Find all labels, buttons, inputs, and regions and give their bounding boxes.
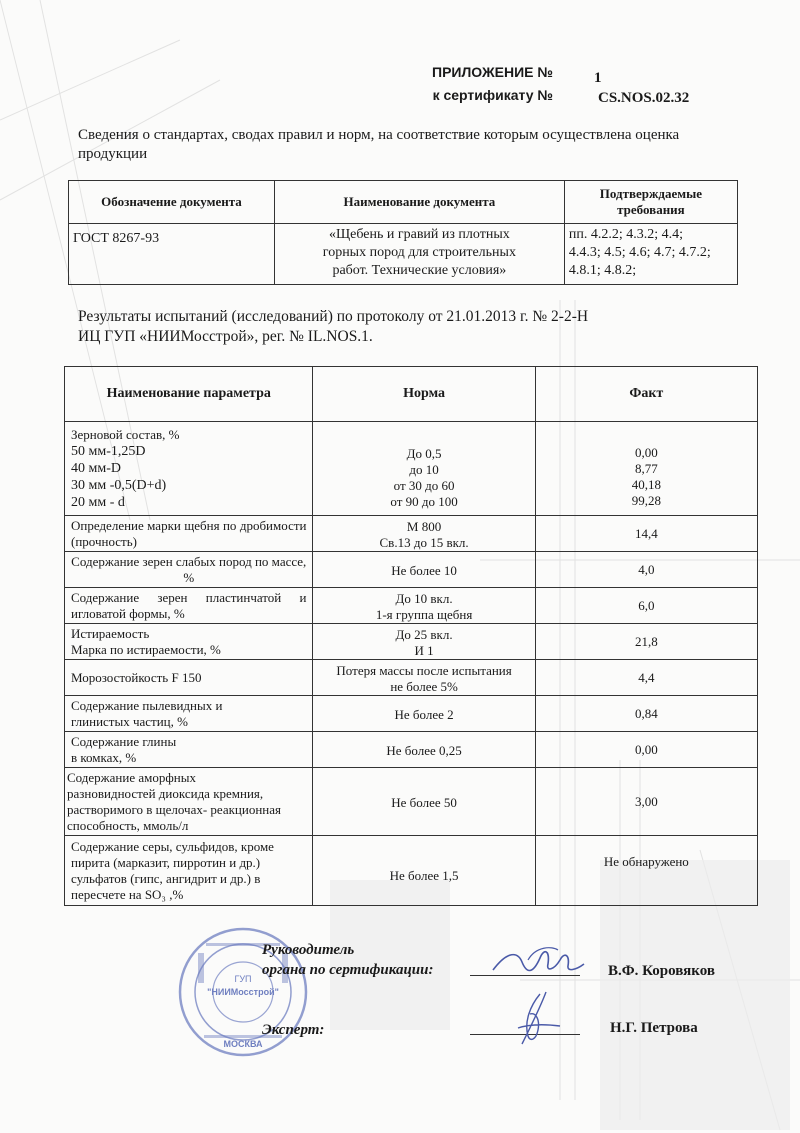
param-line: Содержание серы, сульфидов, кроме bbox=[71, 838, 274, 854]
param-line: глинистых частиц, % bbox=[71, 713, 188, 729]
intro-text bbox=[78, 126, 768, 164]
fact-line: 0,00 bbox=[634, 444, 658, 460]
fact-weak-rocks: 4,0 bbox=[535, 552, 757, 588]
norm-sulfur: Не более 1,5 bbox=[313, 836, 535, 906]
fact-silica: 3,00 bbox=[535, 768, 757, 836]
fact-clay: 0,00 bbox=[535, 732, 757, 768]
table-row bbox=[65, 768, 758, 836]
param-dust bbox=[65, 696, 313, 732]
param-silica bbox=[65, 768, 313, 836]
param-line: пересчете на SO₃ ,% bbox=[71, 886, 184, 902]
certificate-label: к сертификату № bbox=[432, 87, 553, 103]
norm-line: М 800 bbox=[406, 518, 442, 534]
stamp-gup-text: ГУП bbox=[234, 974, 252, 984]
table-row bbox=[65, 422, 758, 516]
doc-name-line: горных пород для строительных bbox=[322, 245, 516, 260]
doc-name-line: «Щебень и гравий из плотных bbox=[329, 227, 510, 242]
doc-requirements bbox=[564, 224, 737, 285]
param-line: Истираемость bbox=[71, 625, 150, 641]
head-role-line: органа по сертификации: bbox=[262, 962, 434, 978]
param-line: пирита (марказит, пирротин и др.) bbox=[71, 854, 261, 870]
norm-line: не более 5% bbox=[390, 678, 458, 694]
table-row bbox=[65, 516, 758, 552]
table-row bbox=[65, 588, 758, 624]
stamp-center-text: "НИИМосстрой" bbox=[207, 987, 279, 997]
norm-frost bbox=[313, 660, 535, 696]
param-sulfur bbox=[65, 836, 313, 906]
param-line: сульфатов (гипс, ангидрит и др.) в bbox=[71, 870, 261, 886]
head-role bbox=[262, 940, 433, 980]
fact-crushability: 14,4 bbox=[535, 516, 757, 552]
table-row bbox=[69, 224, 738, 285]
table-row bbox=[65, 552, 758, 588]
fact-dust: 0,84 bbox=[535, 696, 757, 732]
norm-crushability bbox=[313, 516, 535, 552]
fact-line: 99,28 bbox=[631, 492, 661, 508]
norm-weak-rocks: Не более 10 bbox=[313, 552, 535, 588]
param-clay bbox=[65, 732, 313, 768]
param-line: растворимого в щелочах- реакционная bbox=[67, 801, 282, 817]
fact-line: 8,77 bbox=[634, 460, 658, 476]
col-header-parameter: Наименование параметра bbox=[65, 367, 313, 422]
norm-silica: Не более 50 bbox=[313, 768, 535, 836]
col-header-requirements: Подтверждаемые требования bbox=[564, 181, 737, 224]
col-header-doc-code: Обозначение документа bbox=[69, 181, 275, 224]
param-line: 30 мм -0,5(D+d) bbox=[71, 478, 167, 493]
norm-line: Св.13 до 15 вкл. bbox=[379, 534, 469, 550]
fact-line: 40,18 bbox=[631, 476, 661, 492]
test-results-text bbox=[78, 307, 588, 347]
norm-line: 1-я группа щебня bbox=[375, 606, 473, 622]
doc-code: ГОСТ 8267-93 bbox=[69, 224, 275, 285]
fact-sulfur: Не обнаружено bbox=[535, 836, 757, 906]
norm-line: До 10 вкл. bbox=[395, 590, 453, 606]
norm-line: И 1 bbox=[414, 642, 434, 658]
doc-name-line: работ. Технические условия» bbox=[332, 263, 507, 278]
norm-line: от 30 до 60 bbox=[393, 477, 455, 493]
req-line: 4.8.1; 4.8.2; bbox=[568, 263, 637, 278]
expert-name: Н.Г. Петрова bbox=[610, 1020, 698, 1036]
norm-abrasion bbox=[313, 624, 535, 660]
req-line: пп. 4.2.2; 4.3.2; 4.4; bbox=[568, 227, 683, 242]
appendix-label: ПРИЛОЖЕНИЕ № bbox=[432, 64, 553, 80]
param-line: 40 мм-D bbox=[71, 461, 121, 476]
param-line: разновидностей диоксида кремния, bbox=[67, 785, 264, 801]
param-abrasion bbox=[65, 624, 313, 660]
parameters-table bbox=[64, 366, 758, 906]
param-frost: Морозостойкость F 150 bbox=[65, 660, 313, 696]
param-line: Содержание пылевидных и bbox=[71, 697, 223, 713]
results-line: Результаты испытаний (исследований) по протоколу от 21.01.2013 г. № 2-2-Н bbox=[78, 308, 589, 325]
norm-line: До 0,5 bbox=[406, 445, 442, 461]
param-grain bbox=[65, 422, 313, 516]
col-header-doc-name: Наименование документа bbox=[274, 181, 564, 224]
param-line: 50 мм-1,25D bbox=[71, 444, 146, 459]
norm-grain bbox=[313, 422, 535, 516]
param-line: Содержание аморфных bbox=[67, 769, 196, 785]
table-row bbox=[65, 696, 758, 732]
param-line: 20 мм - d bbox=[71, 495, 125, 510]
fact-abrasion: 21,8 bbox=[535, 624, 757, 660]
fact-frost: 4,4 bbox=[535, 660, 757, 696]
param-flaky-grains: Содержание зерен пластинчатой и игловатой формы, % bbox=[65, 588, 313, 624]
col-header-norm: Норма bbox=[313, 367, 535, 422]
param-line: Содержание глины bbox=[71, 733, 177, 749]
head-role-line: Руководитель bbox=[262, 942, 355, 958]
table-row bbox=[65, 660, 758, 696]
certificate-number: CS.NOS.02.32 bbox=[598, 90, 690, 106]
param-line: Марка по истираемости, % bbox=[71, 641, 221, 657]
norm-dust: Не более 2 bbox=[313, 696, 535, 732]
doc-name bbox=[274, 224, 564, 285]
norm-line: До 25 вкл. bbox=[395, 626, 453, 642]
param-line: способность, ммоль/л bbox=[67, 817, 189, 833]
intro-line: Сведения о стандартах, сводах правил и норм, на соответствие которым осуществлена оценка bbox=[78, 127, 680, 143]
fact-flaky-grains: 6,0 bbox=[535, 588, 757, 624]
param-line: Зерновой состав, % bbox=[71, 427, 180, 442]
norm-flaky-grains bbox=[313, 588, 535, 624]
table-row bbox=[65, 732, 758, 768]
expert-role: Эксперт: bbox=[262, 1022, 325, 1038]
table-row bbox=[65, 836, 758, 906]
req-line: 4.4.3; 4.5; 4.6; 4.7; 4.7.2; bbox=[568, 245, 711, 260]
norm-line: Потеря массы после испытания bbox=[336, 662, 512, 678]
param-line: в комках, % bbox=[71, 749, 137, 765]
table-row bbox=[65, 624, 758, 660]
col-header-fact: Факт bbox=[535, 367, 757, 422]
param-crushability: Определение марки щебня по дробимости (прочность) bbox=[65, 516, 313, 552]
norm-line: от 90 до 100 bbox=[390, 493, 458, 509]
appendix-number: 1 bbox=[594, 70, 602, 86]
stamp-bottom-text: МОСКВА bbox=[223, 1039, 263, 1049]
results-line: ИЦ ГУП «НИИМосстрой», рег. № IL.NOS.1. bbox=[78, 328, 373, 345]
norm-line: до 10 bbox=[409, 461, 439, 477]
fact-grain bbox=[535, 422, 757, 516]
standards-table bbox=[68, 180, 738, 285]
head-name: В.Ф. Коровяков bbox=[608, 963, 715, 979]
head-signature-icon bbox=[488, 940, 588, 984]
param-weak-rocks: Содержание зерен слабых пород по массе, % bbox=[65, 552, 313, 588]
expert-signature-icon bbox=[500, 988, 570, 1048]
norm-clay: Не более 0,25 bbox=[313, 732, 535, 768]
intro-line: продукции bbox=[78, 146, 148, 162]
